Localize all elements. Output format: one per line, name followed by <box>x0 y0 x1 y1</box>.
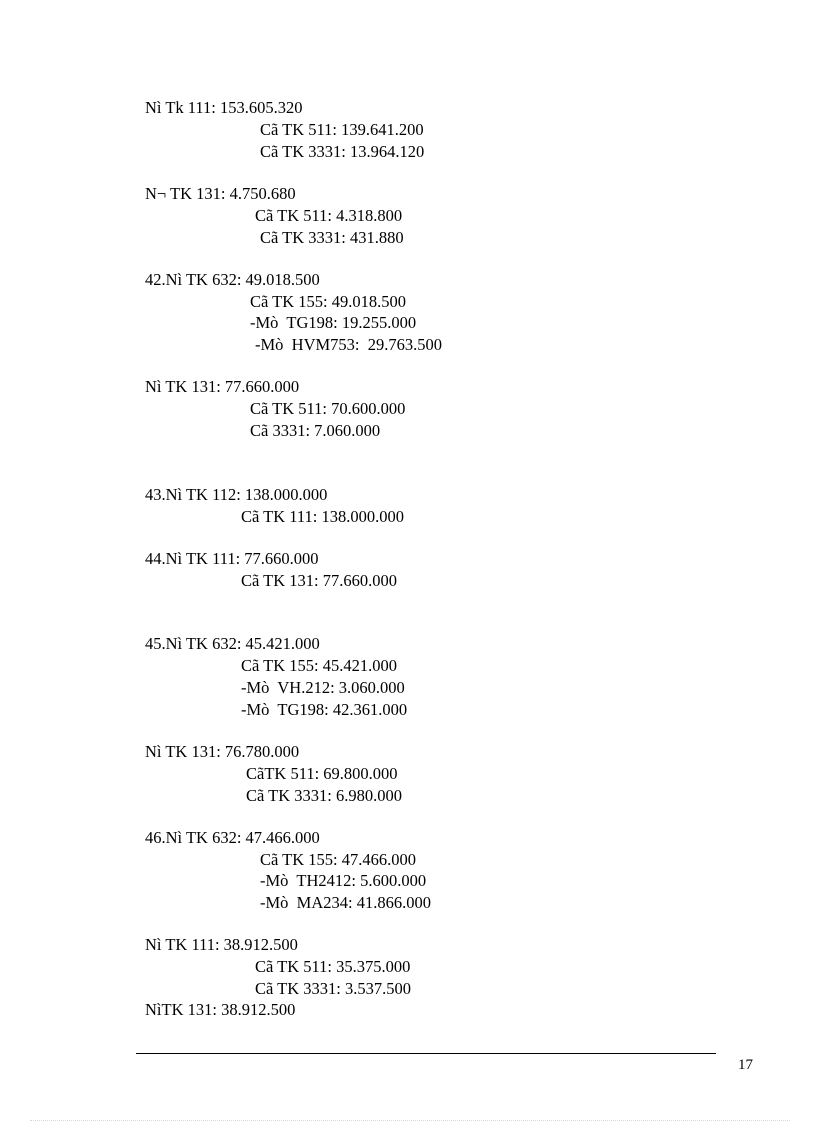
journal-line: N¬ TK 131: 4.750.680 <box>145 184 296 203</box>
journal-line: 45.Nì TK 632: 45.421.000 <box>145 634 320 653</box>
journal-line: Cã TK 511: 70.600.000 <box>250 399 406 418</box>
journal-line: Cã 3331: 7.060.000 <box>250 421 381 440</box>
journal-line: Cã TK 155: 47.466.000 <box>260 850 416 869</box>
journal-line: 46.Nì TK 632: 47.466.000 <box>145 828 320 847</box>
journal-line: 43.Nì TK 112: 138.000.000 <box>145 485 328 504</box>
journal-line: -Mò TG198: 42.361.000 <box>241 700 408 719</box>
journal-line: Cã TK 3331: 3.537.500 <box>255 979 411 998</box>
page-edge-divider <box>30 1120 790 1121</box>
journal-line: -Mò TG198: 19.255.000 <box>250 313 417 332</box>
journal-line: Cã TK 511: 4.318.800 <box>255 206 403 225</box>
journal-line: -Mò TH2412: 5.600.000 <box>260 871 427 890</box>
journal-line: 42.Nì TK 632: 49.018.500 <box>145 270 320 289</box>
page-number: 17 <box>738 1057 753 1073</box>
journal-line: Cã TK 3331: 6.980.000 <box>246 786 402 805</box>
journal-line: Cã TK 155: 45.421.000 <box>241 656 397 675</box>
journal-line: 44.Nì TK 111: 77.660.000 <box>145 549 319 568</box>
journal-line: Cã TK 3331: 13.964.120 <box>260 142 425 161</box>
journal-line: Cã TK 155: 49.018.500 <box>250 292 406 311</box>
journal-line: Nì TK 131: 77.660.000 <box>145 377 300 396</box>
journal-line: NìTK 131: 38.912.500 <box>145 1000 296 1019</box>
journal-line: Cã TK 511: 139.641.200 <box>260 120 424 139</box>
journal-line: Nì TK 111: 38.912.500 <box>145 935 298 954</box>
journal-line: -Mò HVM753: 29.763.500 <box>255 335 443 354</box>
journal-line: -Mò VH.212: 3.060.000 <box>241 678 405 697</box>
journal-line: Cã TK 111: 138.000.000 <box>241 507 405 526</box>
journal-line: CãTK 511: 69.800.000 <box>246 764 398 783</box>
journal-line: -Mò MA234: 41.866.000 <box>260 893 431 912</box>
journal-line: Nì TK 131: 76.780.000 <box>145 742 300 761</box>
journal-line: Nì Tk 111: 153.605.320 <box>145 98 303 117</box>
journal-line: Cã TK 131: 77.660.000 <box>241 571 397 590</box>
footer-rule <box>136 1053 716 1054</box>
journal-line: Cã TK 511: 35.375.000 <box>255 957 411 976</box>
journal-line: Cã TK 3331: 431.880 <box>260 228 404 247</box>
